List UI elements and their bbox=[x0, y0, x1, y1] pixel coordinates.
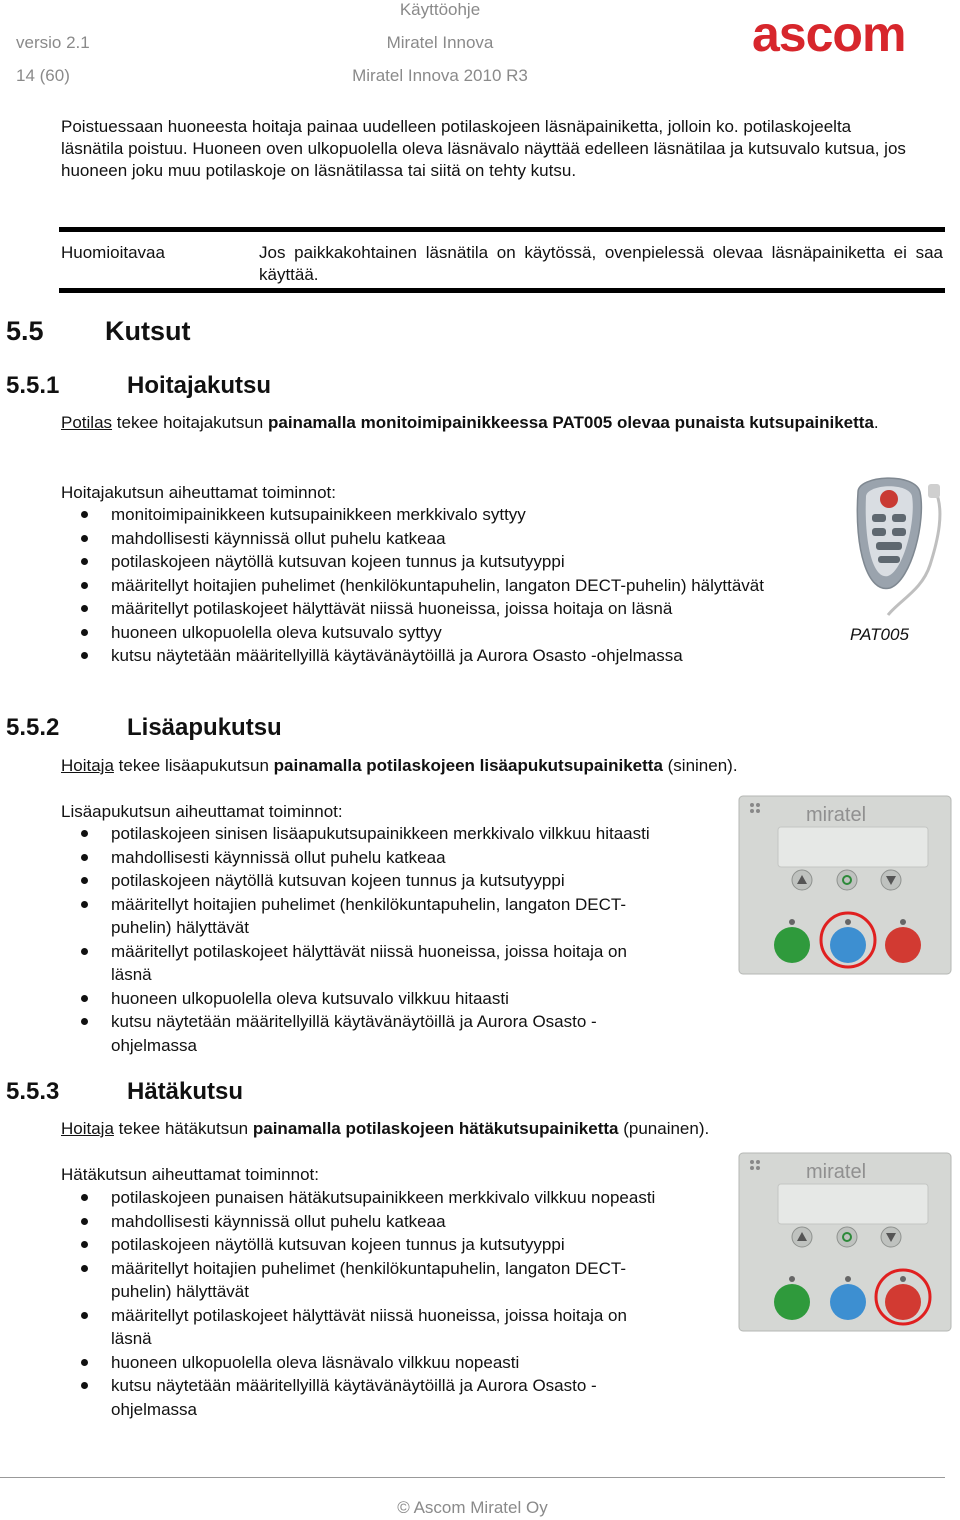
hoitajakutsu-actions-label: Hoitajakutsun aiheuttamat toiminnot: bbox=[61, 483, 336, 502]
intro-paragraph: Poistuessaan huoneesta hoitaja painaa uudelleen potilaskojeen läsnäpainiketta, jolloin ko. potilaskojeelta läsnätila poistuu. Huoneen oven ulkopuolella oleva läsnävalo näyttää edelleen läsnätilaa ja kutsuvalo kutsua, jos huoneen joku muu potilaskoje on läsnätilassa tai siitä on tehty kutsu. bbox=[61, 117, 906, 180]
lead-mid: tekee lisäapukutsun bbox=[118, 756, 269, 775]
list-item: määritellyt potilaskojeet hälyttävät niissä huoneissa, joissa hoitaja on läsnä bbox=[61, 940, 661, 987]
list-item: kutsu näytetään määritellyillä käytävänäytöillä ja Aurora Osasto -ohjelmassa bbox=[61, 1010, 661, 1057]
list-item: huoneen ulkopuolella oleva läsnävalo vilkkuu nopeasti bbox=[61, 1351, 661, 1375]
pat005-caption: PAT005 bbox=[850, 625, 909, 644]
lead-subject: Hoitaja bbox=[61, 756, 114, 775]
hoitajakutsu-actions-list bbox=[61, 503, 781, 668]
hatakutsu-number: 5.5.3 bbox=[6, 1078, 60, 1105]
header-doc-title: Käyttöohje bbox=[399, 0, 481, 19]
lead-end: (sininen). bbox=[667, 756, 738, 775]
section-title: Kutsut bbox=[105, 316, 191, 346]
note-label: Huomioitavaa bbox=[61, 243, 165, 262]
note-bottom-rule bbox=[59, 288, 945, 293]
hoitajakutsu-number: 5.5.1 bbox=[6, 372, 60, 399]
list-item: määritellyt hoitajien puhelimet (henkilökuntapuhelin, langaton DECT-puhelin) hälyttävät bbox=[61, 1257, 661, 1304]
miratel-panel-red-image bbox=[738, 1152, 952, 1332]
lead-bold: painamalla monitoimipainikkeessa PAT005 olevaa punaista kutsupainiketta bbox=[268, 413, 874, 432]
lisaapukutsu-number: 5.5.2 bbox=[6, 714, 60, 741]
miratel-panel-blue-image bbox=[738, 795, 952, 975]
list-item: huoneen ulkopuolella oleva kutsuvalo vilkkuu hitaasti bbox=[61, 987, 661, 1011]
header-version: versio 2.1 bbox=[16, 33, 90, 52]
header-page-number: 14 (60) bbox=[16, 66, 70, 85]
hatakutsu-lead bbox=[61, 1118, 941, 1140]
list-item: määritellyt potilaskojeet hälyttävät niissä huoneissa, joissa hoitaja on läsnä bbox=[61, 1304, 661, 1351]
list-item: kutsu näytetään määritellyillä käytävänäytöillä ja Aurora Osasto -ohjelmassa bbox=[61, 644, 781, 668]
hatakutsu-title: Hätäkutsu bbox=[127, 1078, 244, 1105]
note-top-rule bbox=[59, 227, 945, 232]
list-item: määritellyt potilaskojeet hälyttävät niissä huoneissa, joissa hoitaja on läsnä bbox=[61, 597, 781, 621]
list-item: potilaskojeen näytöllä kutsuvan kojeen tunnus ja kutsutyyppi bbox=[61, 869, 661, 893]
hoitajakutsu-lead bbox=[61, 412, 881, 434]
ascom-logo: ascom bbox=[752, 6, 906, 62]
lisaapukutsu-actions-list bbox=[61, 822, 661, 1057]
lead-subject: Hoitaja bbox=[61, 1119, 114, 1138]
lead-mid: tekee hoitajakutsun bbox=[116, 413, 264, 432]
list-item: potilaskojeen punaisen hätäkutsupainikkeen merkkivalo vilkkuu nopeasti bbox=[61, 1186, 661, 1210]
header-product: Miratel Innova bbox=[386, 33, 494, 52]
list-item: huoneen ulkopuolella oleva kutsuvalo syttyy bbox=[61, 621, 781, 645]
list-item: mahdollisesti käynnissä ollut puhelu katkeaa bbox=[61, 846, 661, 870]
lisaapukutsu-lead bbox=[61, 755, 941, 777]
list-item: potilaskojeen näytöllä kutsuvan kojeen tunnus ja kutsutyyppi bbox=[61, 1233, 661, 1257]
footer-rule bbox=[0, 1477, 945, 1478]
list-item: potilaskojeen näytöllä kutsuvan kojeen tunnus ja kutsutyyppi bbox=[61, 550, 781, 574]
lead-end: (punainen). bbox=[623, 1119, 710, 1138]
lisaapukutsu-actions-label: Lisäapukutsun aiheuttamat toiminnot: bbox=[61, 802, 343, 821]
hatakutsu-actions-list bbox=[61, 1186, 661, 1421]
panel-brand-text: miratel bbox=[806, 1161, 867, 1183]
hatakutsu-actions-label: Hätäkutsun aiheuttamat toiminnot: bbox=[61, 1165, 319, 1184]
list-item: kutsu näytetään määritellyillä käytävänäytöillä ja Aurora Osasto -ohjelmassa bbox=[61, 1374, 661, 1421]
lead-subject: Potilas bbox=[61, 413, 113, 432]
list-item: monitoimipainikkeen kutsupainikkeen merkkivalo syttyy bbox=[61, 503, 781, 527]
note-text: Jos paikkakohtainen läsnätila on käytössä, ovenpielessä olevaa läsnäpainiketta ei saa käyttää. bbox=[259, 243, 943, 284]
list-item: potilaskojeen sinisen lisäapukutsupainikkeen merkkivalo vilkkuu hitaasti bbox=[61, 822, 661, 846]
lead-bold: painamalla potilaskojeen lisäapukutsupainiketta bbox=[273, 756, 663, 775]
header-product-version: Miratel Innova 2010 R3 bbox=[352, 66, 528, 85]
list-item: määritellyt hoitajien puhelimet (henkilökuntapuhelin, langaton DECT-puhelin) hälyttävät bbox=[61, 893, 661, 940]
pat005-device-image bbox=[840, 470, 950, 625]
list-item: mahdollisesti käynnissä ollut puhelu katkeaa bbox=[61, 527, 781, 551]
footer-copyright: © Ascom Miratel Oy bbox=[397, 1498, 548, 1517]
list-item: määritellyt hoitajien puhelimet (henkilökuntapuhelin, langaton DECT-puhelin) hälyttävät bbox=[61, 574, 781, 598]
lead-end: . bbox=[873, 413, 879, 432]
lisaapukutsu-title: Lisäapukutsu bbox=[127, 714, 282, 741]
hoitajakutsu-title: Hoitajakutsu bbox=[127, 372, 272, 399]
lead-mid: tekee hätäkutsun bbox=[118, 1119, 249, 1138]
panel-brand-text: miratel bbox=[806, 804, 867, 826]
section-number: 5.5 bbox=[6, 316, 44, 346]
list-item: mahdollisesti käynnissä ollut puhelu katkeaa bbox=[61, 1210, 661, 1234]
lead-bold: painamalla potilaskojeen hätäkutsupainiketta bbox=[252, 1119, 619, 1138]
